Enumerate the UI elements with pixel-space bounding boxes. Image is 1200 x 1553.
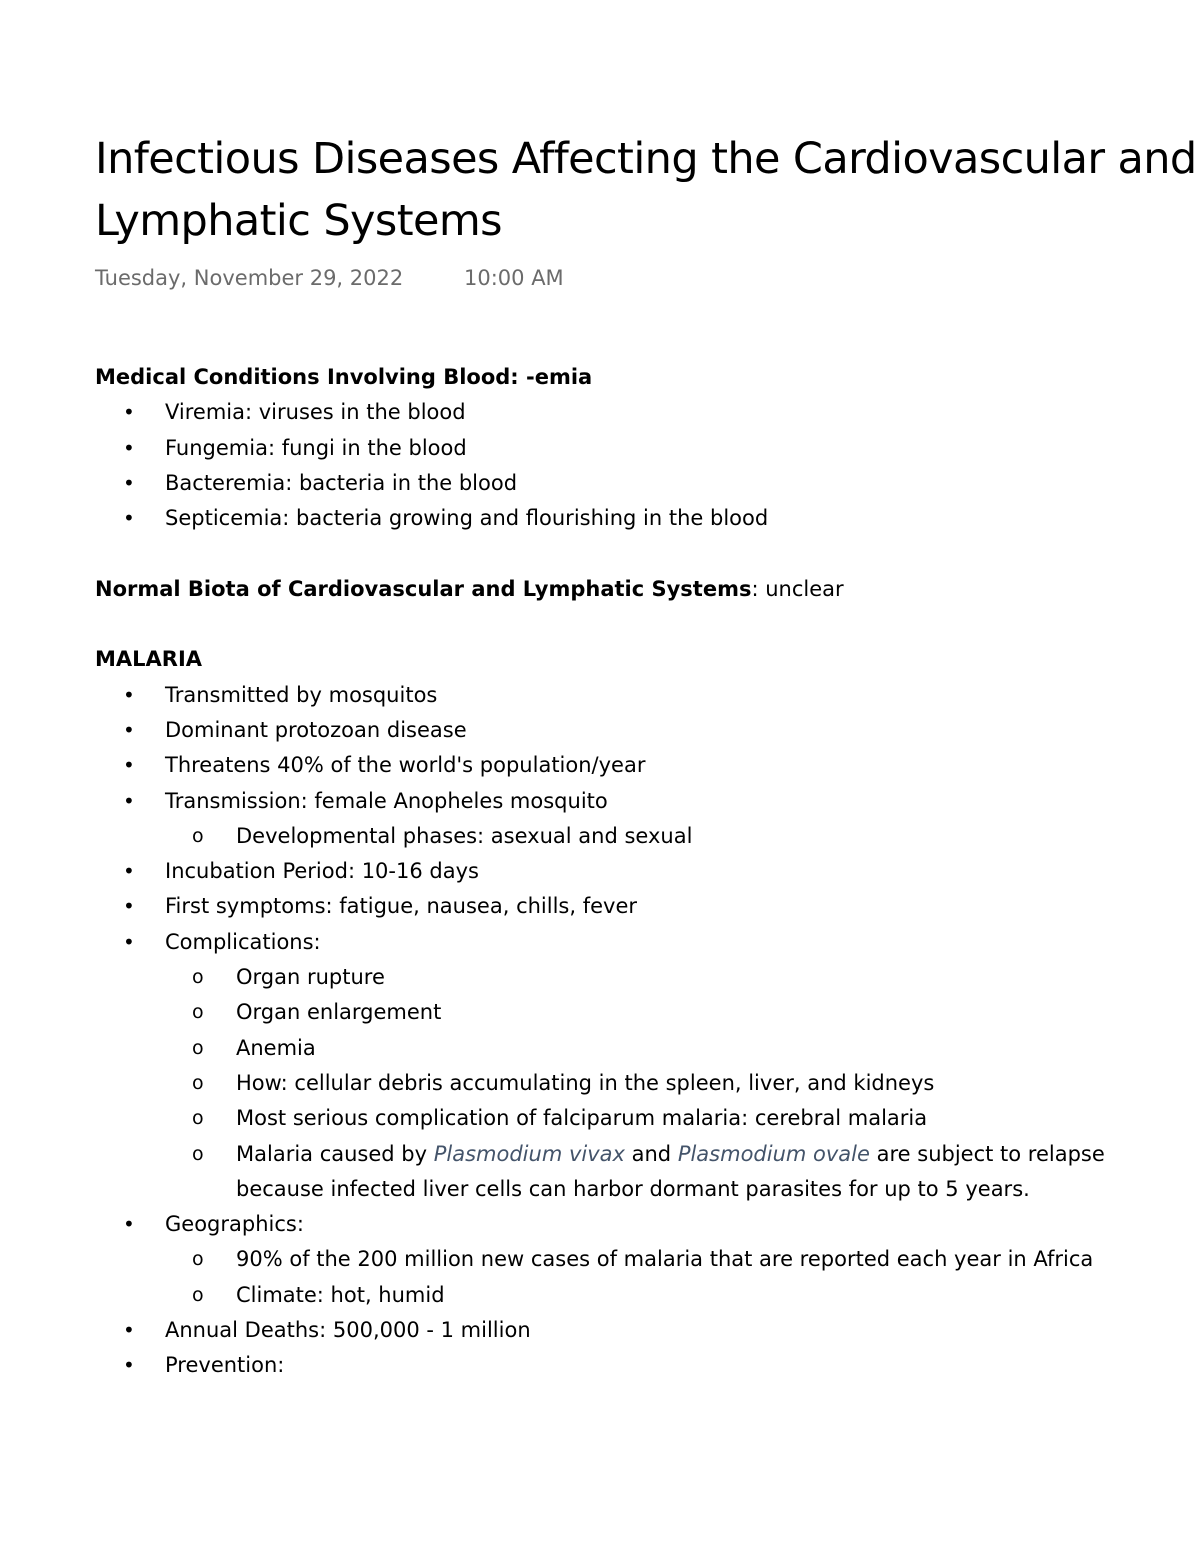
bullet-icon: • — [123, 400, 135, 425]
list-item — [95, 925, 1125, 1207]
sub-list-item — [165, 1066, 1125, 1101]
list-item — [95, 1313, 1125, 1348]
list-item — [95, 395, 1125, 430]
list-item — [95, 501, 1125, 536]
list-item-text: Climate: hot, humid — [236, 1282, 445, 1307]
list-item-text: Incubation Period: 10-16 days — [165, 859, 479, 884]
list-item-text: Anemia — [236, 1035, 316, 1060]
species-plasmodium-vivax: Plasmodium vivax — [433, 1141, 625, 1166]
sub-list-item — [165, 1242, 1125, 1277]
sub-list-item — [165, 995, 1125, 1030]
list-item-text: Organ enlargement — [236, 1000, 442, 1025]
circle-bullet-icon: o — [192, 1142, 204, 1165]
list-item — [95, 748, 1125, 783]
blood-list — [95, 395, 1125, 536]
list-item-text: First symptoms: fatigue, nausea, chills, fever — [165, 894, 638, 919]
species-plasmodium-ovale: Plasmodium ovale — [677, 1141, 870, 1166]
sub-list — [165, 819, 1125, 854]
list-item-text: Developmental phases: asexual and sexual — [236, 823, 693, 848]
biota-value: : unclear — [751, 576, 844, 601]
list-item-text: 90% of the 200 million new cases of malaria that are reported each year in Africa — [236, 1247, 1094, 1272]
list-item-text: Viremia: viruses in the blood — [165, 400, 466, 425]
circle-bullet-icon: o — [192, 1283, 204, 1306]
list-item-text: Dominant protozoan disease — [165, 717, 467, 742]
list-item — [95, 713, 1125, 748]
list-item-text: Geographics: — [165, 1212, 304, 1237]
bullet-icon: • — [123, 435, 135, 460]
list-item — [95, 678, 1125, 713]
sub-list-item — [165, 819, 1125, 854]
spacer — [95, 607, 1125, 642]
note-content — [95, 360, 1125, 1432]
bullet-icon: • — [123, 1318, 135, 1343]
sub-list-item — [165, 1101, 1125, 1136]
list-item — [95, 889, 1125, 924]
list-item — [95, 466, 1125, 501]
list-item-text: Bacteremia: bacteria in the blood — [165, 470, 518, 495]
sub-list-item — [165, 1278, 1125, 1313]
bullet-icon: • — [123, 929, 135, 954]
list-item-text: Organ rupture — [236, 965, 385, 990]
biota-line — [95, 572, 1125, 607]
sub-list-item — [165, 1031, 1125, 1066]
malaria-heading: MALARIA — [95, 647, 203, 672]
circle-bullet-icon: o — [192, 966, 204, 989]
sub-list-item — [165, 1137, 1125, 1208]
bullet-icon: • — [123, 1353, 135, 1378]
sub-list — [165, 1242, 1125, 1313]
page-date: Tuesday, November 29, 2022 — [95, 266, 404, 290]
list-item-text: Transmission: female Anopheles mosquito — [165, 788, 608, 813]
circle-bullet-icon: o — [192, 1036, 204, 1059]
relapse-text-part2: and — [624, 1141, 678, 1166]
bullet-icon: • — [123, 1212, 135, 1237]
list-item-text: How: cellular debris accumulating in the spleen, liver, and kidneys — [236, 1070, 935, 1095]
blood-heading: Medical Conditions Involving Blood: -emia — [95, 365, 593, 389]
bullet-icon: • — [123, 753, 135, 778]
list-item-text: Complications: — [165, 929, 321, 954]
list-item — [95, 784, 1125, 855]
circle-bullet-icon: o — [192, 1071, 204, 1094]
bullet-icon: • — [123, 506, 135, 531]
list-item-text: Most serious complication of falciparum malaria: cerebral malaria — [236, 1106, 928, 1131]
bullet-icon: • — [123, 682, 135, 707]
relapse-text — [236, 1142, 1105, 1201]
circle-bullet-icon: o — [192, 1248, 204, 1271]
sub-list — [165, 960, 1125, 1207]
page-time: 10:00 AM — [464, 266, 564, 290]
list-item-text: Prevention: — [165, 1353, 285, 1378]
circle-bullet-icon: o — [192, 824, 204, 847]
relapse-text-part1: Malaria caused by — [236, 1141, 434, 1166]
spacer — [95, 536, 1125, 571]
list-item — [95, 431, 1125, 466]
bullet-icon: • — [123, 470, 135, 495]
list-item-text: Annual Deaths: 500,000 - 1 million — [165, 1318, 531, 1343]
list-item-text: Threatens 40% of the world's population/year — [165, 753, 646, 778]
page-timestamp — [95, 262, 564, 294]
relapse-text-part3: are subject to relapse because infected liver cells can harbor dormant parasites for up to 5 years. — [236, 1141, 1105, 1201]
biota-heading: Normal Biota of Cardiovascular and Lymphatic Systems — [95, 576, 752, 601]
bullet-icon: • — [123, 788, 135, 813]
bullet-icon: • — [123, 894, 135, 919]
circle-bullet-icon: o — [192, 1001, 204, 1024]
sub-list-item — [165, 960, 1125, 995]
list-item — [95, 854, 1125, 889]
bullet-icon: • — [123, 717, 135, 742]
circle-bullet-icon: o — [192, 1107, 204, 1130]
list-item — [95, 1348, 1125, 1383]
list-item-text: Transmitted by mosquitos — [165, 682, 438, 707]
page-title-text: Infectious Diseases Affecting the Cardiovascular and Lymphatic Systems — [95, 134, 1197, 246]
list-item — [95, 1207, 1125, 1313]
page-title — [95, 128, 1200, 252]
bullet-icon: • — [123, 859, 135, 884]
malaria-list — [95, 678, 1125, 1384]
list-item-text: Septicemia: bacteria growing and flourishing in the blood — [165, 506, 769, 531]
list-item-text: Fungemia: fungi in the blood — [165, 435, 467, 460]
